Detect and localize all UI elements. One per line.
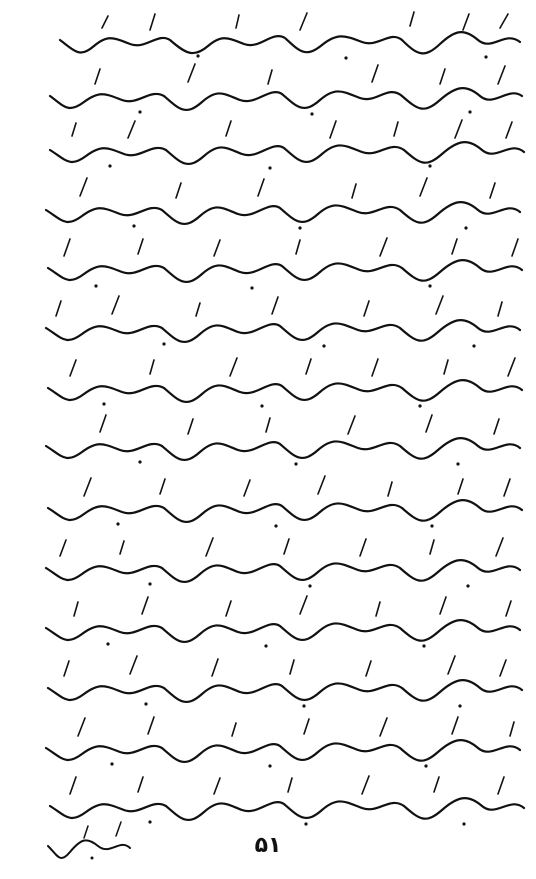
manuscript-line: [46, 717, 520, 768]
manuscript-line: [46, 296, 520, 348]
manuscript-line: [48, 358, 522, 408]
manuscript-line: [46, 596, 520, 648]
manuscript-line: [50, 64, 522, 116]
manuscript-line: [48, 238, 522, 290]
manuscript-line: [46, 538, 520, 588]
manuscript-line: [60, 12, 520, 60]
manuscript-line: [46, 415, 520, 466]
catchword: [48, 822, 130, 860]
page-number: ۵۱: [254, 833, 282, 858]
manuscript-line: [48, 476, 522, 528]
manuscript-line: [50, 120, 524, 170]
manuscript-line: [48, 656, 522, 708]
manuscript-line: [50, 776, 524, 826]
manuscript-line: [46, 178, 520, 230]
